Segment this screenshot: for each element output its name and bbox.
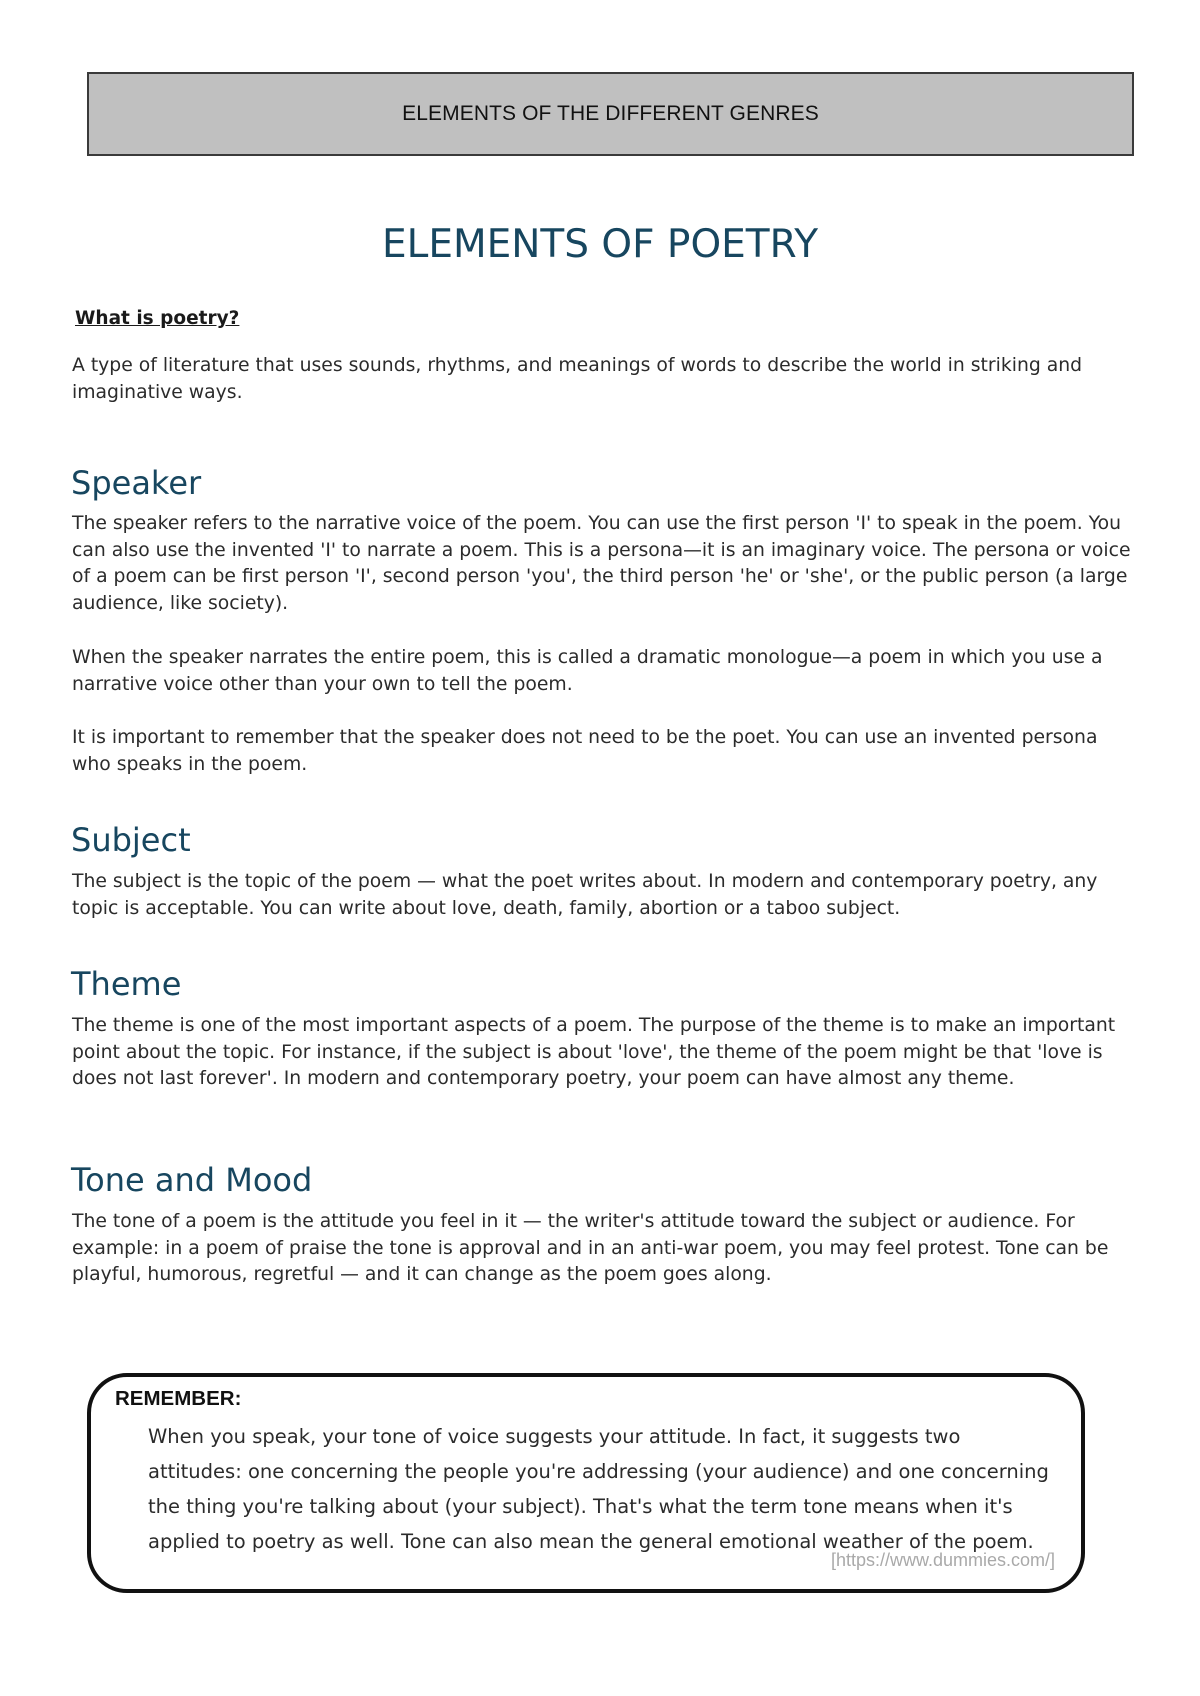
intro-answer: A type of literature that uses sounds, rhythms, and meanings of words to describe the world in striking and imaginative ways. [72,355,1083,403]
tone-paragraph: The tone of a poem is the attitude you feel in it — the writer's attitude toward the subject or audience. For example: in a poem of praise the tone is approval and in an anti-war poem, you may feel protest. Tone can be playful, humorous, regretful — and it can change as the poem goes along. [72,1211,1109,1285]
genre-banner [87,72,1134,156]
speaker-heading: Speaker [71,464,202,502]
speaker-paragraph-3: It is important to remember that the speaker does not need to be the poet. You can use an invented persona who speaks in the poem. [72,727,1098,775]
remember-title: REMEMBER: [115,1387,242,1410]
intro-question: What is poetry? [75,308,240,329]
remember-text: When you speak, your tone of voice suggests your attitude. In fact, it suggests two attitudes: one concerning the people you're addressing (your audience) and one concerning the thing you're talking about (your subject). That's what the term tone means when it's applied to poetry as well. Tone can also mean the general emotional weather of the poem. [148,1425,1049,1553]
theme-paragraph: The theme is one of the most important aspects of a poem. The purpose of the theme is to make an important point about the topic. For instance, if the subject is about 'love', the theme of the poem might be that 'love is does not last forever'. In modern and contemporary poetry, your poem can have almost any theme. [72,1015,1116,1089]
speaker-paragraph-1: The speaker refers to the narrative voice of the poem. You can use the first person 'I' to speak in the poem. You can also use the invented 'I' to narrate a poem. This is a persona—it is an imaginary voice. The persona or voice of a poem can be first person 'I', second person 'you', the third person 'he' or 'she', or the public person (a large audience, like society). [72,513,1131,614]
tone-heading: Tone and Mood [71,1161,313,1199]
remember-callout [87,1373,1085,1593]
subject-heading: Subject [71,821,191,859]
page-title: ELEMENTS OF POETRY [381,222,819,267]
theme-heading: Theme [71,965,182,1003]
subject-paragraph: The subject is the topic of the poem — what the poet writes about. In modern and contemporary poetry, any topic is acceptable. You can write about love, death, family, abortion or a taboo subject. [72,871,1098,919]
genre-banner-text: ELEMENTS OF THE DIFFERENT GENRES [402,102,819,125]
speaker-paragraph-2: When the speaker narrates the entire poem, this is called a dramatic monologue—a poem in which you use a narrative voice other than your own to tell the poem. [72,647,1103,695]
remember-source: [https://www.dummies.com/] [830,1550,1055,1570]
